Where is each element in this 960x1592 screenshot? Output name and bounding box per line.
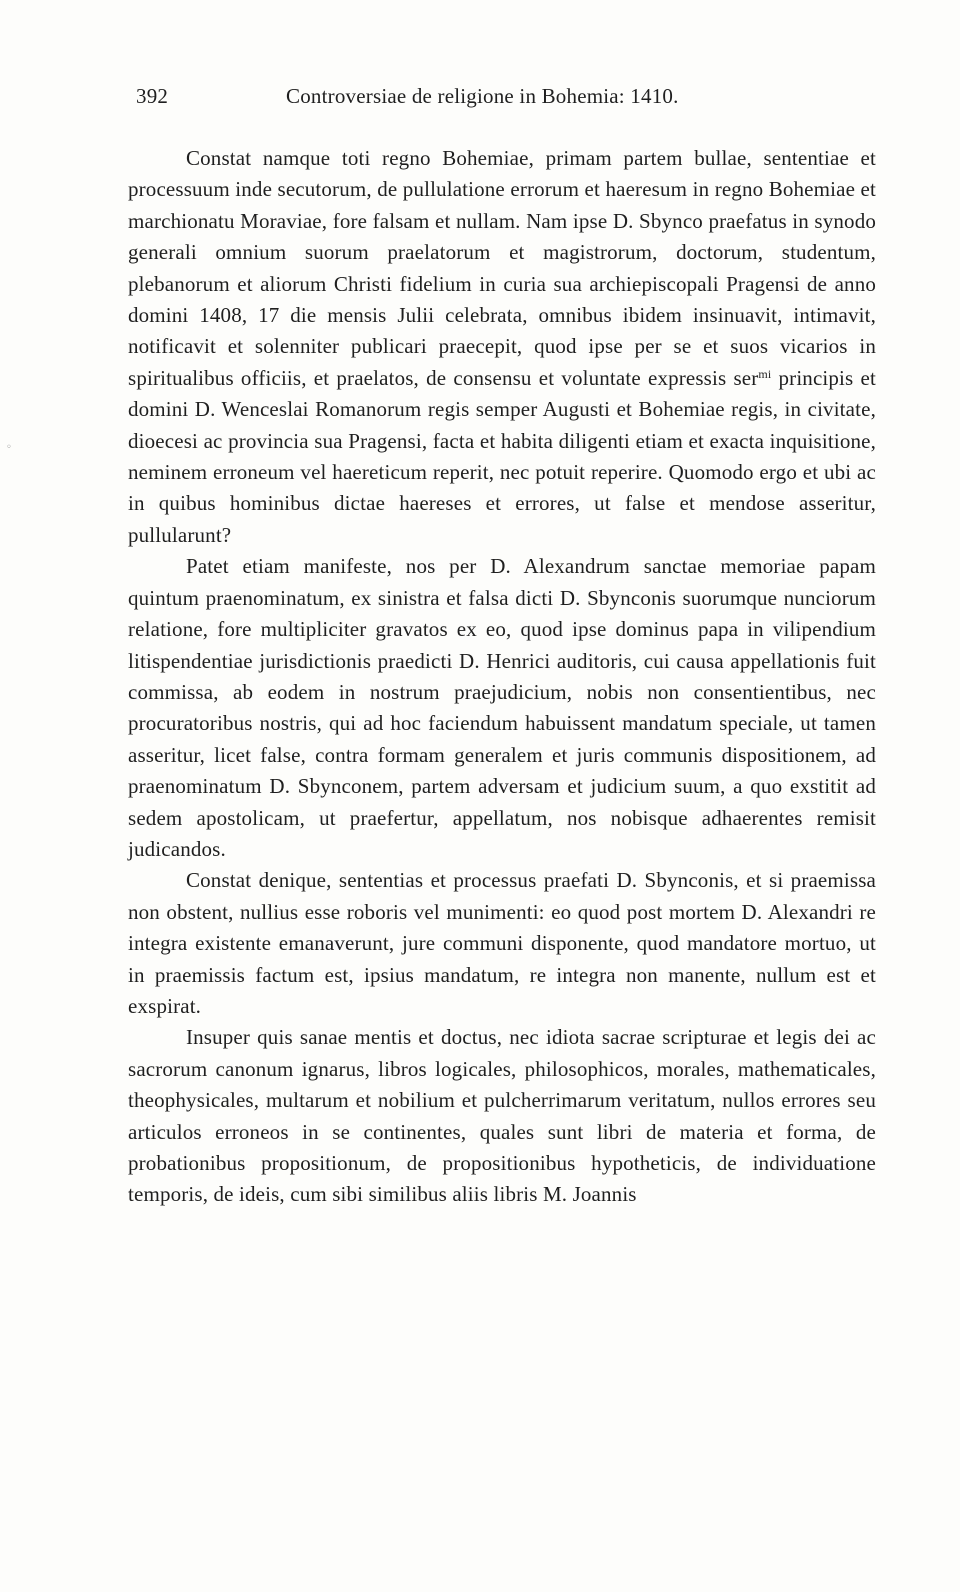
running-head <box>136 84 876 116</box>
running-title: Controversiae de religione in Bohemia: 1410. <box>286 84 679 108</box>
body-text <box>128 143 876 1211</box>
page-number: 392 <box>136 84 169 108</box>
margin-speck: ◦ <box>6 442 12 453</box>
paragraph-text: Patet etiam manifeste, nos per D. Alexandrum sanctae memoriae papam quintum praenominatum, ex sinistra et falsa dicti D. Sbynconis suorumque nunciorum relatione, fore multipliciter gravatos ex eo, quod ipse dominus papa in vilipendium litispendentiae jurisdictionis praedicti D. Henrici auditoris, cui causa appellationis fuit commissa, ab eodem in nostrum praejudicium, nobis non consentientibus, nec procuratoribus nostris, qui ad hoc faciendum habuissent mandatum speciale, ut tamen asseritur, licet false, contra formam generalem et juris communis dispositionem, ad praenominatum D. Sbynconem, partem adversam et judicium suum, a quo exstitit ad sedem apostolicam, ut praefertur, appellatum, nos nobisque adhaerentes remisit judicandos. <box>128 554 876 861</box>
paragraph-text: Constat denique, sententias et processus praefati D. Sbynconis, et si praemissa non obstent, nullius esse roboris vel munimenti: eo quod post mortem D. Alexandri re integra existente emanaverunt, jure communi disponente, quod mandatore mortuo, ut in praemissis factum est, ipsius mandatum, re integra non manente, nullum est et exspirat. <box>128 868 876 1018</box>
paragraph <box>128 143 876 551</box>
paragraph <box>128 1022 876 1210</box>
paragraph <box>128 865 876 1022</box>
paragraph-text: Insuper quis sanae mentis et doctus, nec idiota sacrae scripturae et legis dei ac sacrorum canonum ignarus, libros logicales, philosophicos, morales, mathematicales, theophysicales, multarum et nobilium et pulcherrimarum veritatum, nullos errores seu articulos erroneos in se continentes, quales sunt libri de materia et forma, de probationibus propositionum, de propositionibus hypotheticis, de individuatione temporis, de ideis, cum sibi similibus aliis libris M. Joannis <box>128 1025 876 1207</box>
paragraph <box>128 551 876 865</box>
superscript-abbreviation: mi <box>758 366 772 381</box>
paragraph-text: Constat namque toti regno Bohemiae, primam partem bullae, sententiae et processuum inde secutorum, de pullulatione errorum et haeresum in regno Bohemiae et marchionatu Moraviae, fore falsam et nullam. Nam ipse D. Sbynco praefatus in synodo generali omnium suorum praelatorum et magistrorum, doctorum, studentum, plebanorum et aliorum Christi fidelium in curia sua archiepiscopali Pragensi de anno domini 1408, 17 die mensis Julii celebrata, omnibus ibidem insinuavit, intimavit, notificavit et solenniter publicari praecepit, quod ipse per se et suos vicarios in spiritualibus officiis, et praelatos, de consensu et voluntate expressis ser <box>128 146 876 390</box>
paragraph-text-continued: principis et domini D. Wenceslai Romanorum regis semper Augusti et Bohemiae regis, in civitate, dioecesi ac provincia sua Pragensi, facta et habita diligenti etiam et exacta inquisitione, neminem erroneum vel haereticum reperit, nec potuit reperire. Quomodo ergo et ubi ac in quibus hominibus dictae haereses et errores, ut false et mendose asseritur, pullularunt? <box>128 365 876 547</box>
